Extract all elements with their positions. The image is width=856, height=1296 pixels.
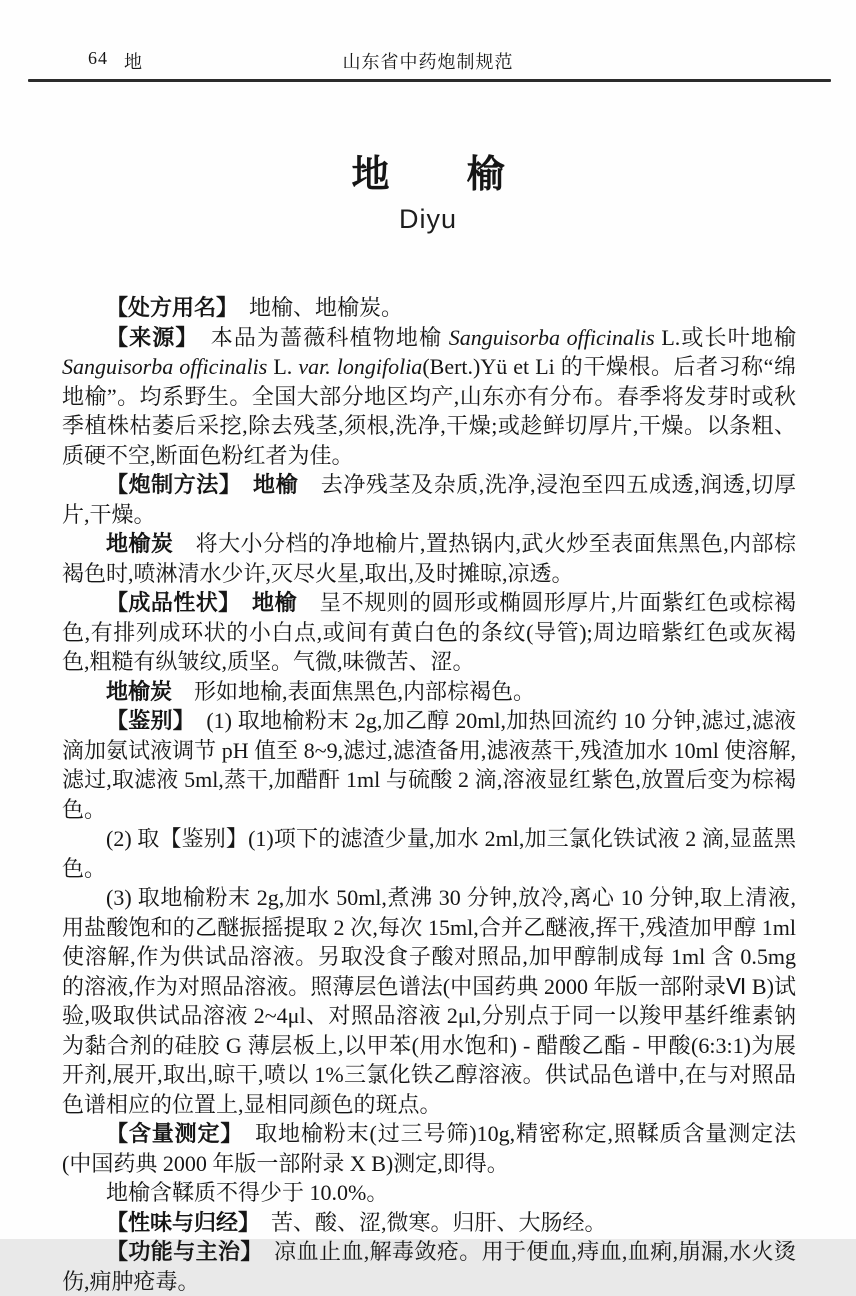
text: L.	[267, 354, 299, 379]
text: 将大小分档的净地榆片,置热锅内,武火炒至表面焦黑色,内部棕褐色时,喷淋清水少许,灭尽火星,取出,及时摊晾,凉透。	[62, 531, 796, 586]
text: (2) 取【鉴别】(1)项下的滤渣少量,加水 2ml,加三氯化铁试液 2 滴,显蓝黑色。	[62, 826, 796, 881]
paragraph	[62, 1119, 796, 1178]
bold-text: 【鉴别】	[106, 708, 185, 733]
bold-text: 地榆	[252, 590, 297, 615]
monograph-title	[0, 152, 856, 198]
book-title: 山东省中药炮制规范	[342, 52, 514, 72]
bold-text: 地榆炭	[106, 531, 174, 556]
text: 呈不规则的圆形或椭圆形厚片,片面紫红色或棕褐色,有排列成环状的小白点,或间有黄白色的条纹(导管);周边暗紫红色或灰褐色,粗糙有纵皱纹,质坚。气微,味微苦、涩。	[62, 590, 796, 674]
body-paragraphs	[62, 293, 796, 1296]
text: 苦、酸、涩,微寒。归肝、大肠经。	[249, 1209, 607, 1235]
paragraph	[62, 323, 796, 471]
bold-text: 【含量测定】	[106, 1121, 233, 1146]
paragraph	[62, 588, 796, 677]
page-header	[0, 48, 856, 74]
title-char-left: 地	[351, 154, 390, 196]
paragraph	[62, 824, 796, 883]
paragraph	[62, 470, 796, 529]
text: 地榆、地榆炭。	[227, 295, 404, 320]
text	[230, 590, 252, 615]
bold-text: 【炮制方法】	[106, 472, 231, 497]
text: (Bert.)Yü et Li 的干燥根。后者习称“绵地榆”。均系野生。全国大部分地区均产,山东亦有分布。春季将发芽时或秋季植株枯萎后采挖,除去残茎,须根,洗净,干燥;或趁鲜切厚片,干燥。以条粗、质硬不空,断面色粉红者为佳。	[62, 354, 796, 468]
paragraph	[62, 529, 796, 588]
text: 取地榆粉末(过三号筛)10g,精密称定,照鞣质含量测定法(中国药典 2000 年版一部附录 X B)测定,即得。	[62, 1121, 796, 1176]
paragraph	[62, 706, 796, 824]
paragraph	[62, 1178, 796, 1208]
bold-text: 【成品性状】	[106, 590, 230, 615]
paragraph	[62, 1237, 796, 1296]
paragraph	[62, 293, 796, 323]
pinyin-title: Diyu	[398, 204, 457, 234]
text: 凉血止血,解毒敛疮。用于便血,痔血,血痢,崩漏,水火烫伤,痈肿疮毒。	[62, 1239, 796, 1294]
bold-text: 地榆	[253, 472, 299, 497]
text: 形如地榆,表面焦黑色,内部棕褐色。	[172, 678, 536, 704]
bold-text: 【来源】	[106, 324, 188, 350]
section-label: 地	[124, 52, 142, 72]
text: L.或长叶地榆	[654, 324, 796, 350]
latin-botanical-name: var. longifolia	[298, 354, 423, 379]
text: 本品为蔷薇科植物地榆	[187, 324, 449, 350]
paragraph	[62, 883, 796, 1119]
latin-botanical-name: Sanguisorba officinalis	[448, 324, 655, 350]
paragraph	[62, 1208, 796, 1238]
paragraph	[62, 677, 796, 707]
bold-text: 地榆炭	[106, 678, 173, 704]
text: (3) 取地榆粉末 2g,加水 50ml,煮沸 30 分钟,放冷,离心 10 分钟,取上清液,用盐酸饱和的乙醚振摇提取 2 次,每次 15ml,合并乙醚液,挥干,残渣加甲醇 1ml 使溶解,作为供试品溶液。另取没食子酸对照品,加甲醇制成每 1ml 含 0.5mg 的溶液,作为对照品溶液。照薄层色谱法(中国药典 2000 年版一部附录Ⅵ B)试验,吸取供试品溶液 2~4μl、对照品溶液 2μl,分别点于同一以羧甲基纤维素钠为黏合剂的硅胶 G 薄层板上,以甲苯(用水饱和) - 醋酸乙酯 - 甲酸(6:3:1)为展开剂,展开,取出,晾干,喷以 1%三氯化铁乙醇溶液。供试品色谱中,在与对照品色谱相应的位置上,显相同颜色的斑点。	[62, 885, 796, 1117]
latin-botanical-name: Sanguisorba officinalis	[62, 354, 268, 379]
page-number: 64	[88, 48, 108, 68]
title-char-right: 榆	[466, 154, 505, 196]
text: (1) 取地榆粉末 2g,加乙醇 20ml,加热回流约 10 分钟,滤过,滤液滴加氨试液调节 pH 值至 8~9,滤过,滤渣备用,滤液蒸干,残渣加水 10ml 使溶解,滤过,取滤液 5ml,蒸干,加醋酐 1ml 与硫酸 2 滴,溶液显红紫色,放置后变为棕褐色。	[62, 708, 796, 822]
bold-text: 【处方用名】	[106, 295, 228, 320]
text: 去净残茎及杂质,洗净,浸泡至四五成透,润透,切厚片,干燥。	[62, 472, 796, 527]
bold-text: 【性味与归经】	[106, 1209, 250, 1235]
text	[230, 472, 253, 497]
bold-text: 【功能与主治】	[106, 1239, 252, 1264]
text: 地榆含鞣质不得少于 10.0%。	[106, 1180, 389, 1205]
header-rule	[28, 79, 831, 82]
